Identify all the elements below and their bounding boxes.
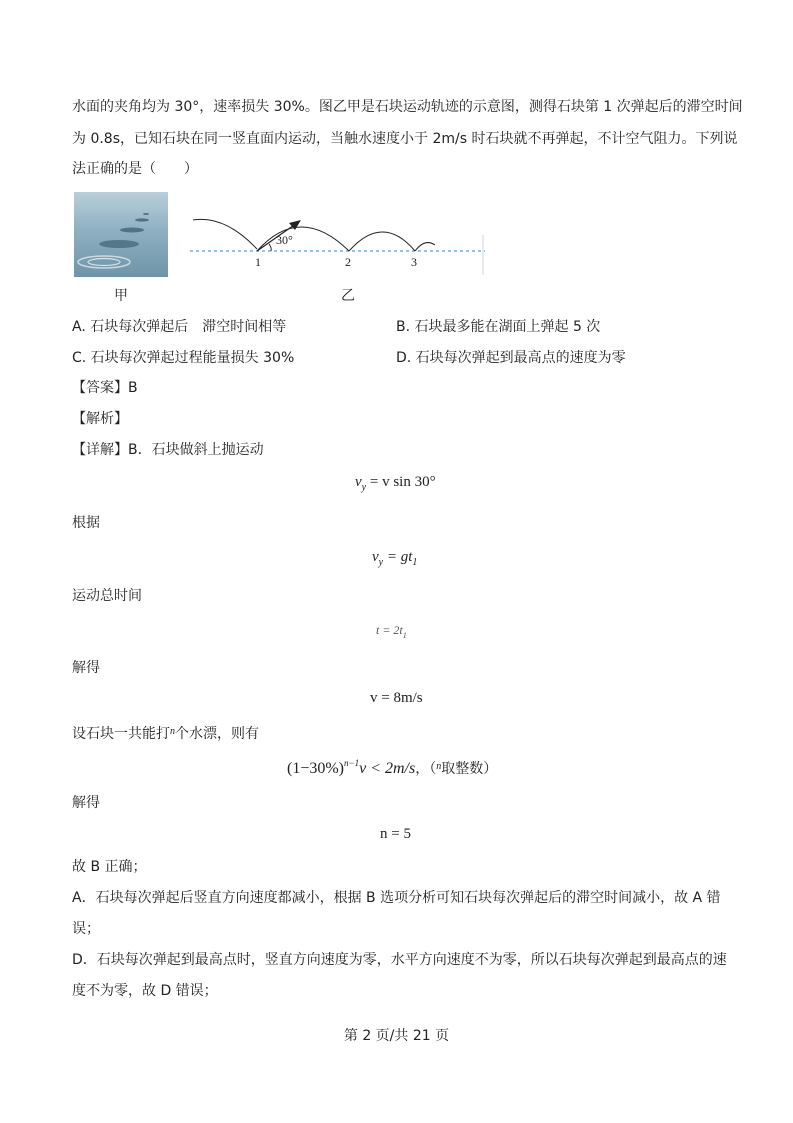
eq2-mid: = gt xyxy=(383,549,413,565)
text-solve-1: 解得 xyxy=(72,660,100,676)
eq2-lhs: v xyxy=(372,549,379,565)
text-total-time: 运动总时间 xyxy=(72,588,142,604)
point-label-2: 2 xyxy=(345,255,351,269)
eq5-exp: n−1 xyxy=(344,758,360,768)
eq2-sub2: 1 xyxy=(412,557,418,568)
option-c: C. 石块每次弹起过程能量损失 30% xyxy=(72,350,295,366)
point-label-3: 3 xyxy=(411,255,417,269)
eq1-lhs: v xyxy=(355,474,362,490)
stone-skipping-photo xyxy=(74,192,168,277)
page-footer: 第 2 页/共 21 页 xyxy=(343,1028,450,1044)
point-label-1: 1 xyxy=(255,255,261,269)
equation-3 xyxy=(376,623,407,640)
eq5-base: (1−30%) xyxy=(287,760,345,777)
eq3-main: t = 2t xyxy=(376,623,403,637)
angle-label: 30° xyxy=(276,233,293,247)
question-line-2: 为 0.8s，已知石块在同一竖直面内运动，当触水速度小于 2m/s 时石块就不再弹起，不计空气阻力。下列说 xyxy=(72,131,738,147)
trajectory-diagram xyxy=(185,205,490,285)
eq5-rhs: v < 2m/s xyxy=(359,760,416,777)
eq2-sub: y xyxy=(378,557,384,568)
detail-intro: 【详解】B．石块做斜上抛运动 xyxy=(72,442,264,458)
eq5-note-n: n xyxy=(436,761,442,772)
text-assume xyxy=(72,723,259,743)
text-d-line-2: 度不为零，故 D 错误； xyxy=(72,983,218,999)
incoming-arc xyxy=(193,219,257,249)
option-a: A. 石块每次弹起后 滞空时间相等 xyxy=(72,319,287,335)
equation-4: v = 8m/s xyxy=(370,690,423,706)
figure-caption-jia: 甲 xyxy=(114,288,128,304)
assume-suffix: 个水漂，则有 xyxy=(175,726,259,742)
option-d: D. 石块每次弹起到最高点的速度为零 xyxy=(396,350,626,366)
text-a-line-1: A．石块每次弹起后竖直方向速度都减小，根据 B 选项分析可知石块每次弹起后的滞空时间减小，故 A 错 xyxy=(72,890,721,906)
equation-1 xyxy=(355,474,436,493)
eq3-sub: 1 xyxy=(402,631,407,640)
eq1-sub: y xyxy=(361,482,367,493)
arc-2-3 xyxy=(349,232,415,251)
equation-5 xyxy=(287,758,497,778)
angle-arc xyxy=(269,244,271,251)
arc-after-3 xyxy=(415,243,435,251)
text-solve-2: 解得 xyxy=(72,795,100,811)
eq1-rhs: = v sin 30° xyxy=(366,474,436,490)
eq5-note-suffix: 取整数） xyxy=(441,761,498,777)
text-d-line-1: D．石块每次弹起到最高点时，竖直方向速度为零，水平方向速度不为零，所以石块每次弹起到最高点的速 xyxy=(72,952,727,968)
assume-prefix: 设石块一共能打 xyxy=(72,726,170,742)
option-b: B. 石块最多能在湖面上弹起 5 次 xyxy=(396,319,601,335)
text-according: 根据 xyxy=(72,515,100,531)
answer-label: 【答案】B xyxy=(72,380,138,396)
photo-ripples xyxy=(74,192,168,277)
question-line-3: 法正确的是（ ） xyxy=(72,161,198,177)
equation-2 xyxy=(372,549,417,568)
text-b-correct: 故 B 正确； xyxy=(72,859,147,875)
eq5-note-prefix: ，（ xyxy=(415,761,437,777)
figure-caption-yi: 乙 xyxy=(341,288,355,304)
analysis-label: 【解析】 xyxy=(72,411,128,427)
text-a-line-2: 误； xyxy=(72,921,100,937)
question-line-1: 水面的夹角均为 30°，速率损失 30%。图乙甲是石块运动轨迹的示意图，测得石块第 1 次弹起后的滞空时间 xyxy=(72,99,743,115)
assume-n: n xyxy=(170,726,175,737)
equation-6: n = 5 xyxy=(380,826,411,842)
